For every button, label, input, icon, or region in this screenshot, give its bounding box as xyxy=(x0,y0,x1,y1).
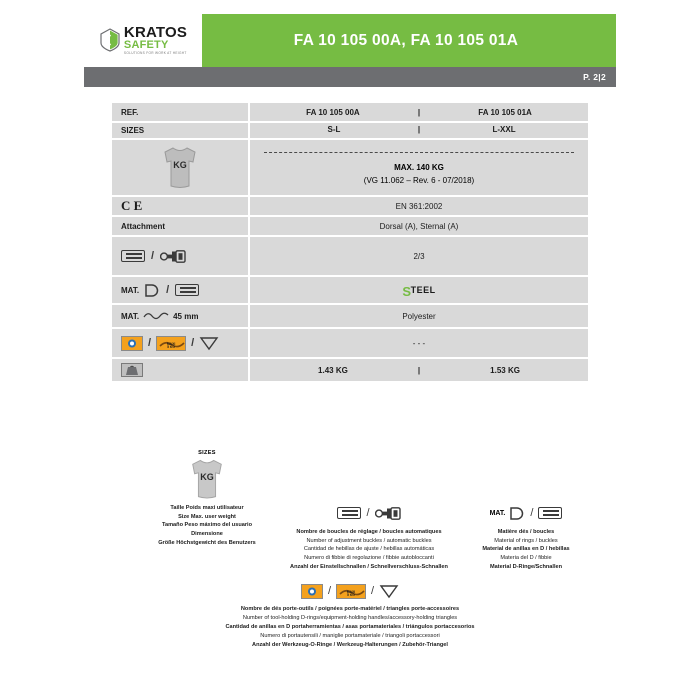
slash-separator: / xyxy=(148,337,152,349)
equipment-handle-icon: MAXI 5 KG xyxy=(156,336,186,351)
weight-values xyxy=(250,359,588,381)
accessory-triangle-icon xyxy=(379,584,399,599)
legend-line: Number of tool-holding D-rings/equipment-holding handles/accessory-holding triangles xyxy=(242,614,458,621)
document-header xyxy=(84,14,616,67)
legend-line: Material of rings / buckles xyxy=(494,537,558,544)
legend-line: Cantidad de anillas en D portaherramientas / asas portamateriales / triángulos portaccesorios xyxy=(225,623,475,630)
ce-mark-icon xyxy=(121,198,142,214)
legend-material-label: MAT. xyxy=(489,509,506,517)
legend-line: Nombre de boucles de réglage / boucles automatiques xyxy=(296,529,442,535)
ce-mark-text: C E xyxy=(121,198,143,213)
legend-line: Dimensione xyxy=(191,530,223,537)
legend-line: Anzahl der Werkzeug-O-Ringe / Werkzeug-Halterungen / Zubehör-Triangel xyxy=(252,641,448,648)
buckle-icon xyxy=(538,507,562,519)
page-indicator: P. 2|2 xyxy=(583,72,606,82)
material-rings-value xyxy=(250,277,588,303)
ref-label: REF. xyxy=(112,103,248,121)
vest-kg-icon-cell xyxy=(112,140,248,195)
buckle-icon xyxy=(175,284,199,296)
material-rings-label-cell xyxy=(112,277,248,303)
weight-separator: | xyxy=(417,365,421,375)
ce-label-cell xyxy=(112,197,248,215)
slash-separator: / xyxy=(366,507,370,519)
material-webbing-label: MAT. xyxy=(121,311,140,321)
material-webbing-value: Polyester xyxy=(250,305,588,327)
logo-tagline: SOLUTIONS FOR WORK AT HEIGHT xyxy=(123,51,187,56)
weight-value-a: 1.43 KG xyxy=(318,365,348,375)
legend-buckles-block xyxy=(244,504,494,571)
size-separator: | xyxy=(417,125,421,134)
table-row-attachment xyxy=(112,217,588,235)
accessory-value: - - - xyxy=(250,329,588,357)
material-webbing-label-cell xyxy=(112,305,248,327)
page-indicator-bar xyxy=(84,67,616,87)
vest-kg-icon xyxy=(159,145,201,190)
attachment-value: Dorsal (A), Sternal (A) xyxy=(250,217,588,235)
steel-logo-s: S xyxy=(402,283,412,299)
adjustment-buckle-icon xyxy=(121,250,145,262)
legend-line: Tamaño Peso máximo del usuario xyxy=(161,522,253,529)
slash-separator: / xyxy=(166,284,170,296)
automatic-buckle-icon xyxy=(375,507,401,520)
legend-material-block xyxy=(464,504,588,571)
accessory-label-cell xyxy=(112,329,248,357)
norm-value: EN 361:2002 xyxy=(250,197,588,215)
table-row-sizes-label xyxy=(112,123,588,138)
sizes-values xyxy=(250,123,588,138)
size-value-a: S-L xyxy=(327,125,341,134)
legend-line: Anzahl der Einstellschnallen / Schnellverschluss-Schnallen xyxy=(290,563,448,570)
legend-accessory-block xyxy=(112,582,588,650)
ref-value-a: FA 10 105 00A xyxy=(306,107,360,117)
slash-separator: / xyxy=(327,585,331,597)
kratos-logo xyxy=(84,14,202,67)
material-webbing-width: 45 mm xyxy=(173,311,199,321)
accessory-triangle-icon xyxy=(199,336,219,351)
vest-kg-label: KG xyxy=(173,160,187,170)
attachment-label: Attachment xyxy=(112,217,248,235)
max-weight-cell xyxy=(250,140,588,195)
divider xyxy=(264,152,575,153)
slash-separator: / xyxy=(151,250,155,262)
specification-table xyxy=(112,103,588,383)
legend-line: Taille Poids maxi utilisateur xyxy=(170,505,244,511)
d-ring-icon xyxy=(143,283,160,298)
legend-line: Material de anillas en D / hebillas xyxy=(482,546,570,553)
max-weight-line2: (VG 11.062 – Rev. 6 - 07/2018) xyxy=(363,176,475,185)
adjustment-buckle-icon xyxy=(337,507,361,519)
table-row-norm xyxy=(112,197,588,215)
size-value-b: L-XXL xyxy=(492,125,516,134)
table-row-weight xyxy=(112,359,588,381)
logo-sub: SAFETY xyxy=(123,39,169,52)
legend-line: Size Max. user weight xyxy=(178,513,236,520)
table-row-max-weight xyxy=(112,140,588,195)
legend-line: Nombre de dés porte-outils / poignées porte-matériel / triangles porte-accessoires xyxy=(240,606,460,612)
logo-name: KRATOS xyxy=(123,24,188,42)
page-title: FA 10 105 00A, FA 10 105 01A xyxy=(293,31,519,49)
table-row-ref xyxy=(112,103,588,121)
tool-d-ring-icon xyxy=(121,336,143,351)
vest-kg-icon xyxy=(187,457,227,501)
legend-line: Numero di fibbie di regolazione / fibbie autobloccanti xyxy=(304,554,434,561)
buckles-label-cell xyxy=(112,237,248,275)
kratos-mark-icon xyxy=(99,28,121,52)
tool-d-ring-icon xyxy=(301,584,323,599)
d-ring-icon xyxy=(508,506,525,521)
slash-separator: / xyxy=(371,585,375,597)
legend-line: Cantidad de hebillas de ajuste / hebillas automáticas xyxy=(303,546,435,553)
weight-value-b: 1.53 KG xyxy=(490,365,520,375)
steel-logo-rest: TEEL xyxy=(410,285,436,295)
slash-separator: / xyxy=(530,507,534,519)
table-row-buckles xyxy=(112,237,588,275)
table-row-material-webbing xyxy=(112,305,588,327)
max-weight-line1: MAX. 140 KG xyxy=(394,163,444,172)
sizes-label: SIZES xyxy=(112,123,248,138)
legend-line: Größe Höchstgewicht des Benutzers xyxy=(158,539,256,546)
ref-separator: | xyxy=(417,107,421,117)
material-rings-label: MAT. xyxy=(121,285,140,295)
legend-section xyxy=(112,450,588,648)
legend-sizes-title: SIZES xyxy=(198,450,216,456)
legend-line: Matière dés / boucles xyxy=(497,529,555,535)
equipment-handle-icon: MAXI 5 KG xyxy=(336,584,366,599)
table-row-material-rings xyxy=(112,277,588,303)
buckles-value: 2/3 xyxy=(250,237,588,275)
legend-line: Materia del D / fibbie xyxy=(500,554,552,561)
weight-label-cell xyxy=(112,359,248,381)
automatic-buckle-icon xyxy=(160,250,186,263)
table-row-accessory xyxy=(112,329,588,357)
ref-values xyxy=(250,103,588,121)
legend-line: Number of adjustment buckles / automatic buckles xyxy=(306,537,432,544)
slash-separator: / xyxy=(191,337,195,349)
legend-line: Numero di portautensili / maniglie portamateriale / triangoli portaccessori xyxy=(260,632,440,639)
vest-kg-label: KG xyxy=(200,472,214,482)
ref-value-b: FA 10 105 01A xyxy=(478,107,532,117)
legend-line: Material D-Ringe/Schnallen xyxy=(489,563,563,570)
product-weight-icon xyxy=(121,363,143,377)
webbing-icon xyxy=(143,311,169,321)
